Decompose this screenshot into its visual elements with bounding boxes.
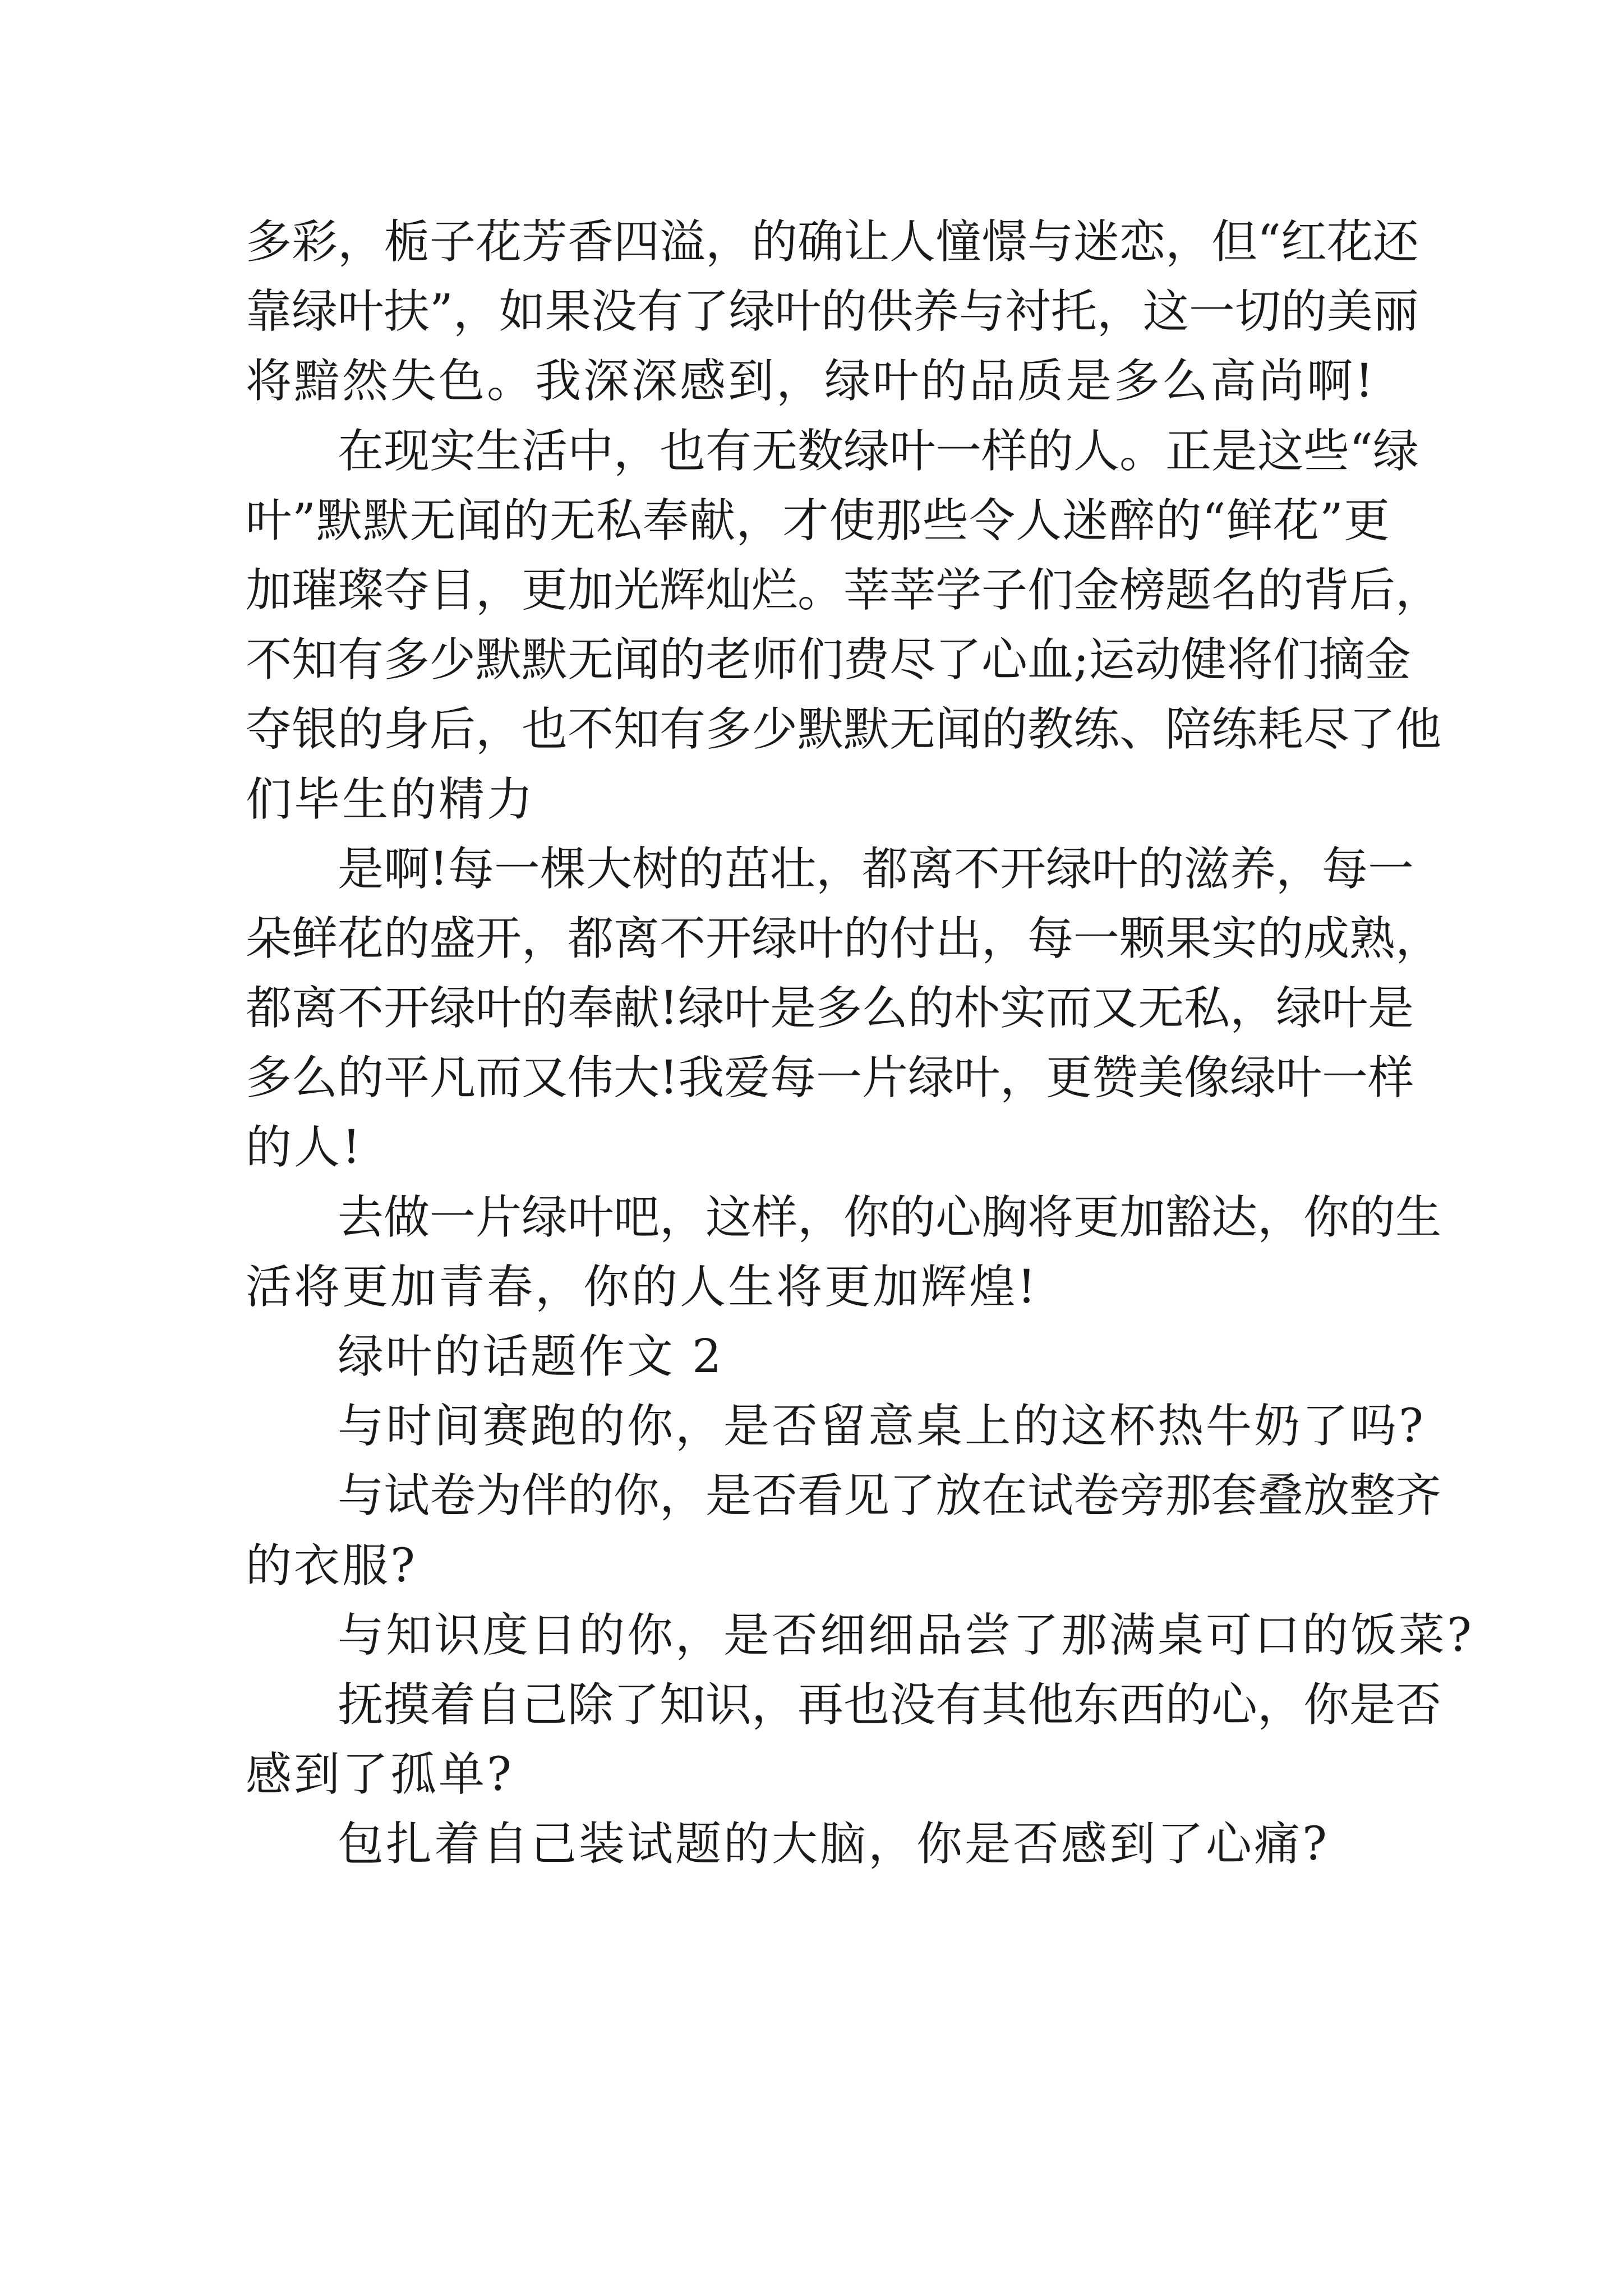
paragraph-start-line: 包扎着自己装试题的大脑，你是否感到了心痛? (338, 1818, 1329, 1871)
text-line: 都离不开绿叶的奉献!绿叶是多么的朴实而又无私，绿叶是 (246, 982, 1414, 1036)
text-line: 的人! (246, 1121, 363, 1175)
paragraph-start-line: 与时间赛跑的你，是否留意桌上的这杯热牛奶了吗? (338, 1400, 1426, 1453)
paragraph-start-line: 在现实生活中，也有无数绿叶一样的人。正是这些“绿 (338, 424, 1419, 478)
text-line: 多么的平凡而又伟大!我爱每一片绿叶，更赞美像绿叶一样 (246, 1051, 1414, 1105)
text-line: 叶”默默无闻的无私奉献，才使那些令人迷醉的“鲜花”更 (246, 494, 1390, 547)
text-line: 将黯然失色。我深深感到，绿叶的品质是多么高尚啊! (246, 355, 1376, 408)
text-line: 不知有多少默默无闻的老师们费尽了心血;运动健将们摘金 (246, 633, 1411, 687)
paragraph-start-line: 抚摸着自己除了知识，再也没有其他东西的心，你是否 (338, 1678, 1442, 1732)
text-line: 的衣服? (246, 1539, 417, 1593)
text-line: 加璀璨夺目，更加光辉灿烂。莘莘学子们金榜题名的背后， (246, 563, 1442, 617)
text-line: 夺银的身后，也不知有多少默默无闻的教练、陪练耗尽了他 (246, 703, 1442, 757)
text-line: 靠绿叶扶”，如果没有了绿叶的供养与衬托，这一切的美丽 (246, 285, 1419, 339)
text-line: 们毕生的精力 (246, 772, 536, 826)
text-line: 朵鲜花的盛开，都离不开绿叶的付出，每一颗果实的成熟， (246, 912, 1442, 965)
paragraph-start-line: 去做一片绿叶吧，这样，你的心胸将更加豁达，你的生 (338, 1190, 1442, 1244)
paragraph-start-line: 与知识度日的你，是否细细品尝了那满桌可口的饭菜? (338, 1608, 1474, 1662)
section-heading: 绿叶的话题作文 2 (338, 1330, 724, 1383)
paragraph-start-line: 是啊!每一棵大树的茁壮，都离不开绿叶的滋养，每一 (338, 842, 1414, 896)
text-line: 活将更加青春，你的人生将更加辉煌! (246, 1260, 1038, 1314)
text-line: 感到了孤单? (246, 1748, 514, 1802)
text-line: 多彩，栀子花芳香四溢，的确让人憧憬与迷恋，但“红花还 (246, 215, 1419, 269)
paragraph-start-line: 与试卷为伴的你，是否看见了放在试卷旁那套叠放整齐 (338, 1469, 1442, 1523)
document-body (246, 208, 1474, 1880)
